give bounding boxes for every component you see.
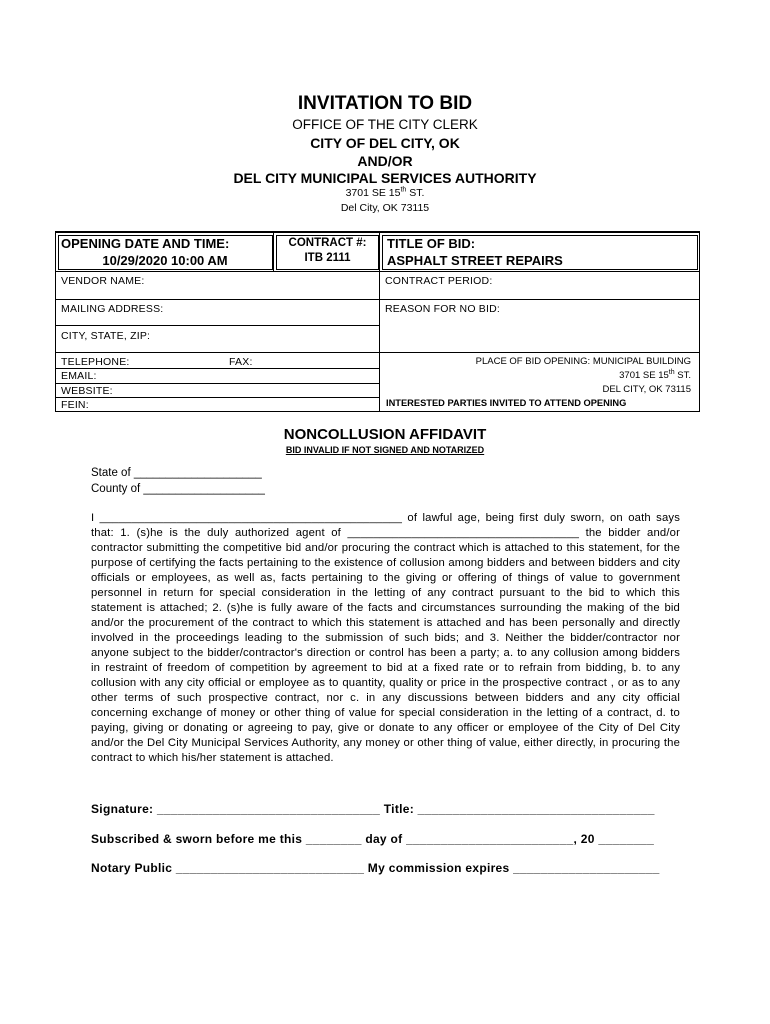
email-field: EMAIL: — [61, 370, 97, 382]
city-state-zip-field: CITY, STATE, ZIP: — [61, 330, 151, 342]
bid-title-label: TITLE OF BID: — [387, 236, 476, 251]
place-of-opening: PLACE OF BID OPENING: MUNICIPAL BUILDING — [475, 356, 691, 367]
document-title: INVITATION TO BID — [297, 93, 473, 114]
interested-parties-note: INTERESTED PARTIES INVITED TO ATTEND OPENING — [386, 398, 627, 408]
mailing-address-field: MAILING ADDRESS: — [61, 303, 164, 315]
bid-title-value: ASPHALT STREET REPAIRS — [387, 253, 563, 268]
fein-field: FEIN: — [61, 399, 89, 411]
contract-number-label: CONTRACT #: — [288, 237, 367, 249]
office-name: OFFICE OF THE CITY CLERK — [292, 117, 478, 132]
city-state-zip: Del City, OK 73115 — [340, 202, 430, 214]
place-city: DEL CITY, OK 73115 — [602, 384, 691, 395]
signature-line: Signature: ________________________________ Title: __________________________________ — [91, 802, 655, 816]
city-name: CITY OF DEL CITY, OK — [310, 135, 460, 151]
opening-date-value: 10/29/2020 10:00 AM — [102, 253, 228, 268]
reason-no-bid-field: REASON FOR NO BID: — [385, 303, 501, 315]
state-line: State of ____________________ — [91, 467, 262, 479]
affidavit-subheading: BID INVALID IF NOT SIGNED AND NOTARIZED — [285, 445, 485, 455]
county-line: County of ___________________ — [91, 483, 265, 495]
notary-line: Notary Public ___________________________ My commission expires _____________________ — [91, 861, 660, 875]
affidavit-heading: NONCOLLUSION AFFIDAVIT — [283, 426, 487, 443]
and-or: AND/OR — [357, 153, 413, 169]
vendor-name-field: VENDOR NAME: — [61, 275, 145, 287]
authority-name: DEL CITY MUNICIPAL SERVICES AUTHORITY — [233, 170, 537, 186]
website-field: WEBSITE: — [61, 385, 113, 397]
place-address: 3701 SE 15th ST. — [619, 368, 691, 381]
affidavit-body: I _______________________________________________ of lawful age, being first duly sworn, on oath says that: 1. (s)he is the duly authorized agent of ____________________________________ the bidder and/or contractor submitting the competitive bid and/or procuring the contract which is attached to this statement, for the purpose of certifying the facts pertaining to the existence of collusion among bidders and between bidders and city officials or employees, as well as, facts pertaining to the giving or offering of things of value to government personnel in return for special consideration in the letting of any contract pursuant to the bid to which this statement is attached; 2. (s)he is fully aware of the facts and circumstances surrounding the making of the bid and/or the procurement of the contract to which this statement is attached and has been personally and directly involved in the proceedings leading to the submission of such bids; and 3. Neither the bidder/contractor nor anyone subject to the bidder/contractor's direction or control has been a party; a. to any collusion among bidders in restraint of freedom of competition by agreement to bid at a fixed rate or to refrain from bidding, b. to any collusion with any city official or employee as to quantity, quality or price in the prospective contract , or as to any other terms of such prospective contract, nor c. in any discussions between bidders and any city official concerning exchange of money or other thing of value for special consideration in the letting of a contract, d. to paying, giving or donating or agreeing to pay, give or donate to any officer or employee of the City of Del City and/or the Del City Municipal Services Authority, any money or other thing of value, either directly, in procuring the contract to which his/her statement is attached. — [91, 512, 680, 764]
street-address: 3701 SE 15th ST. — [345, 186, 425, 199]
subscribed-line: Subscribed & sworn before me this ________ day of ________________________, 20 ________ — [91, 832, 655, 846]
fax-field: FAX: — [229, 356, 253, 368]
contract-period-field: CONTRACT PERIOD: — [385, 275, 493, 287]
opening-date-label: OPENING DATE AND TIME: — [61, 236, 230, 251]
contract-number-value: ITB 2111 — [304, 252, 351, 264]
telephone-field: TELEPHONE: — [61, 356, 130, 368]
